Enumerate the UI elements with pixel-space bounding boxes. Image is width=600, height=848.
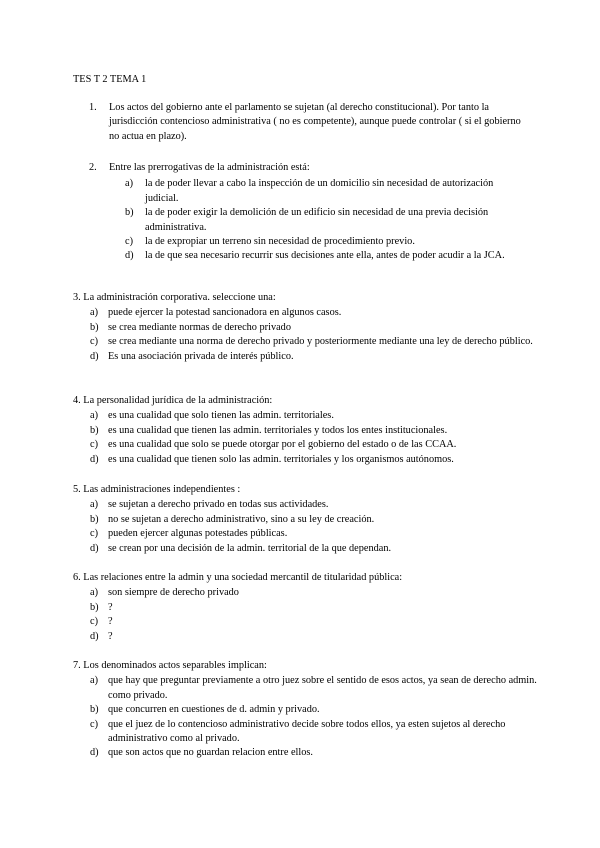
option-letter: b) [90, 704, 99, 716]
option-text: la de poder exigir la demolición de un edificio sin necesidad de una previa decisión administrativa. [145, 207, 489, 233]
option-d [73, 542, 543, 556]
option-list [73, 409, 543, 467]
option-c [73, 438, 543, 452]
option-b [89, 206, 529, 235]
option-letter: b) [90, 321, 99, 333]
question-stem: 4. La personalidad jurídica de la administración: [73, 395, 273, 406]
option-letter: d) [90, 350, 99, 362]
option-a [73, 674, 543, 703]
option-letter: c) [90, 439, 98, 451]
option-letter: b) [90, 424, 99, 436]
option-a [89, 177, 529, 206]
option-letter: c) [90, 528, 98, 540]
question-3 [73, 291, 543, 364]
option-a [73, 498, 543, 512]
option-letter: c) [90, 616, 98, 628]
option-letter: d) [90, 630, 99, 642]
option-letter: a) [90, 410, 98, 422]
option-letter: b) [90, 513, 99, 525]
option-list [73, 586, 543, 644]
option-d [73, 630, 543, 644]
option-text: que el juez de lo contencioso administrativo decide sobre todos ellos, ya esten sujetos al derecho administrativo como al privado. [108, 718, 506, 745]
option-text: Es una asociación privada de interés público. [108, 350, 294, 362]
option-b [73, 601, 543, 615]
option-c [73, 718, 543, 747]
document-title: TES T 2 TEMA 1 [73, 74, 147, 85]
question-stem: 6. Las relaciones entre la admin y una sociedad mercantil de titularidad pública: [73, 572, 403, 583]
option-text: ? [108, 616, 113, 628]
option-c [73, 527, 543, 541]
option-letter: c) [90, 336, 98, 348]
option-text: la de que sea necesario recurrir sus decisiones ante ella, antes de poder acudir a la JCA. [145, 250, 505, 262]
option-letter: b) [90, 601, 99, 613]
option-letter: a) [90, 307, 98, 319]
option-list [73, 306, 543, 364]
option-text: se crea mediante una norma de derecho privado y posteriormente mediante una ley de derecho público. [108, 336, 533, 348]
option-letter: d) [125, 250, 134, 262]
option-b [73, 513, 543, 527]
option-text: es una cualidad que solo tienen las admin. territoriales. [108, 410, 334, 422]
option-list [73, 498, 543, 556]
question-stem: 5. Las administraciones independientes : [73, 484, 241, 495]
option-letter: d) [90, 453, 99, 465]
option-letter: d) [90, 542, 99, 554]
option-a [73, 306, 543, 320]
option-letter: a) [90, 499, 98, 511]
option-text: no se sujetan a derecho administrativo, sino a su ley de creación. [108, 513, 375, 525]
question-stem: Entre las prerrogativas de la administración está: [109, 162, 310, 173]
option-text: que son actos que no guardan relacion entre ellos. [108, 747, 314, 759]
option-text: que hay que preguntar previamente a otro juez sobre el sentido de esos actos, ya sean de derecho admin. como privado. [108, 675, 537, 701]
option-text: ? [108, 601, 113, 613]
option-text: se crean por una decisión de la admin. territorial de la que dependan. [108, 542, 392, 554]
option-b [73, 703, 543, 717]
option-letter: d) [90, 747, 99, 759]
option-d [89, 249, 529, 263]
option-text: la de poder llevar a cabo la inspección de un domicilio sin necesidad de autorización judicial. [145, 178, 494, 204]
option-text: la de expropiar un terreno sin necesidad de procedimiento previo. [145, 236, 415, 248]
option-text: se sujetan a derecho privado en todas sus actividades. [108, 499, 329, 511]
option-text: pueden ejercer algunas potestades públicas. [108, 528, 288, 540]
question-1 [89, 101, 529, 144]
option-text: son siempre de derecho privado [108, 587, 239, 599]
option-letter: a) [90, 675, 98, 687]
question-stem: 3. La administración corporativa. seleccione una: [73, 292, 276, 303]
option-c [89, 235, 529, 249]
option-text: es una cualidad que solo se puede otorgar por el gobierno del estado o de las CCAA. [108, 439, 457, 451]
option-d [73, 746, 543, 760]
option-c [73, 335, 543, 349]
option-letter: c) [90, 718, 98, 730]
option-text: es una cualidad que tienen las admin. territoriales y todos los entes institucionales. [108, 424, 448, 436]
option-b [73, 424, 543, 438]
option-d [73, 350, 543, 364]
question-5 [73, 483, 543, 556]
question-number: 1. [89, 102, 97, 113]
option-list [73, 674, 543, 760]
question-stem: 7. Los denominados actos separables implican: [73, 660, 267, 671]
option-letter: c) [125, 236, 133, 248]
question-text: Los actos del gobierno ante el parlamento se sujetan (al derecho constitucional). Por tanto la jurisdicción contencioso administrativa ( no es competente), aunque puede controlar ( si el gobierno no actua en plazo). [109, 102, 521, 142]
question-4 [73, 394, 543, 467]
question-7 [73, 659, 543, 761]
option-text: ? [108, 630, 113, 642]
option-d [73, 453, 543, 467]
question-6 [73, 571, 543, 644]
option-letter: a) [125, 178, 133, 190]
option-list [89, 177, 529, 263]
question-number: 2. [89, 162, 97, 173]
option-letter: a) [90, 587, 98, 599]
option-c [73, 615, 543, 629]
option-a [73, 586, 543, 600]
option-text: puede ejercer la potestad sancionadora en algunos casos. [108, 307, 342, 319]
option-a [73, 409, 543, 423]
option-b [73, 321, 543, 335]
option-letter: b) [125, 207, 134, 219]
option-text: se crea mediante normas de derecho privado [108, 321, 291, 333]
option-text: que concurren en cuestiones de d. admin y privado. [108, 704, 320, 716]
option-text: es una cualidad que tienen solo las admin. territoriales y los organismos autónomos. [108, 453, 454, 465]
question-2 [89, 161, 529, 264]
